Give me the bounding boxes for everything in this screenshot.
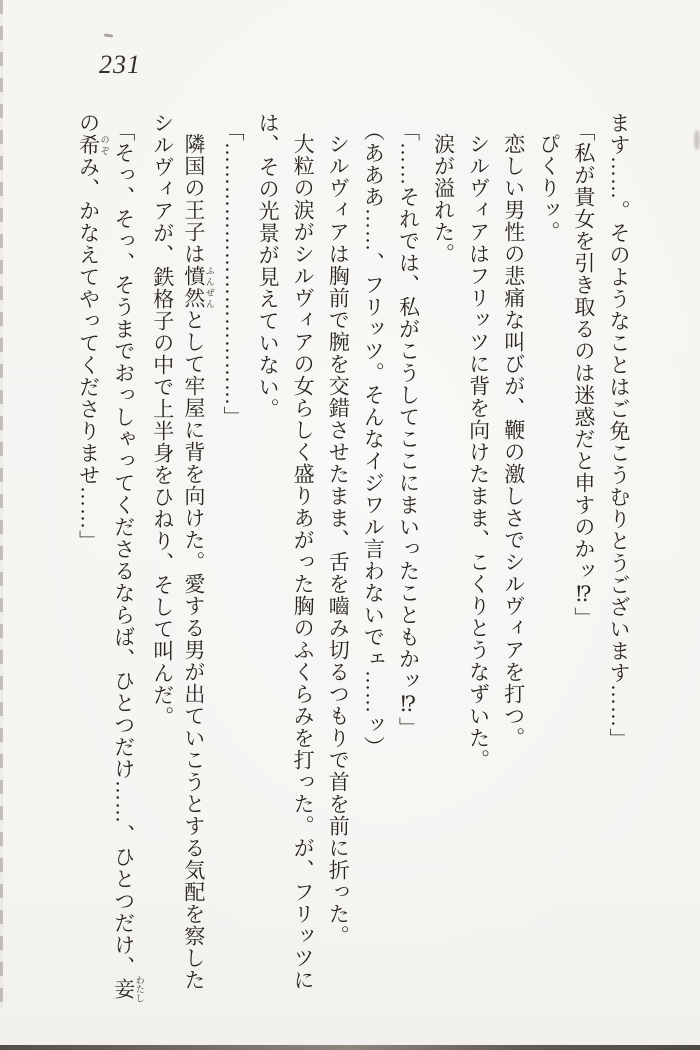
text-column: シルヴィアはフリッツに背を向けたまま、こくりとうなずいた。 <box>466 133 491 771</box>
text-column: ます……。そのようなことはご免こうむりとうございます……」 <box>607 112 631 750</box>
text-column: シルヴィアが、鉄格子の中で上半身をひねり、そして叫んだ。 <box>150 112 175 728</box>
text-column: 「私が貴女を引き取るのは迷惑だと申すのかッ⁉」 <box>571 120 596 630</box>
text-column: 「そっ、そっ、そうまでおっしゃってくださるならば、ひとつだけ……、ひとつだけ、妾 わたし <box>111 120 145 1003</box>
text-column: は、その光景が見えていない。 <box>256 112 281 420</box>
ruby-annotated-word: 妾 わたし <box>111 975 145 1003</box>
text-column: 大粒の涙がシルヴィアの女らしく盛りあがった胸のふくらみを打った。が、フリッツに <box>291 133 316 991</box>
text-column: 隣国の王子は憤然 ふんぜんとして牢屋に背を向けた。愛する男が出ていこうとする気配を察した <box>181 133 215 991</box>
text-column: 「………………………………」 <box>220 120 245 429</box>
scan-edge-bottom <box>0 1045 700 1050</box>
page-number: 231 <box>99 50 141 79</box>
scan-smudge <box>694 130 700 150</box>
scan-speck <box>104 33 113 37</box>
text-column: 恋しい男性の悲痛な叫びが、鞭の激しさでシルヴィアを打つ。 <box>501 133 526 749</box>
text-column: の希 のぞみ、かなえてやってくださりませ……」 <box>76 112 110 552</box>
text-column: シルヴィアは胸前で腕を交錯させたまま、舌を嚙み切るつもりで首を前に折った。 <box>326 133 351 947</box>
text-column: 涙が溢れた。 <box>431 133 456 265</box>
text-column: 「……それでは、私がこうしてここにまいったこともかッ⁉」 <box>396 120 421 740</box>
ruby-annotated-word: 希 のぞ <box>76 134 110 156</box>
text-columns <box>74 112 636 1004</box>
ruby-annotated-word: 憤然 ふんぜん <box>181 265 215 309</box>
text-column: ぴくりッ。 <box>536 133 561 243</box>
text-column: （あああ……、フリッツ。そんなイジワル言わないでェ……ッ） <box>361 120 386 759</box>
scan-edge-left <box>0 0 3 1008</box>
